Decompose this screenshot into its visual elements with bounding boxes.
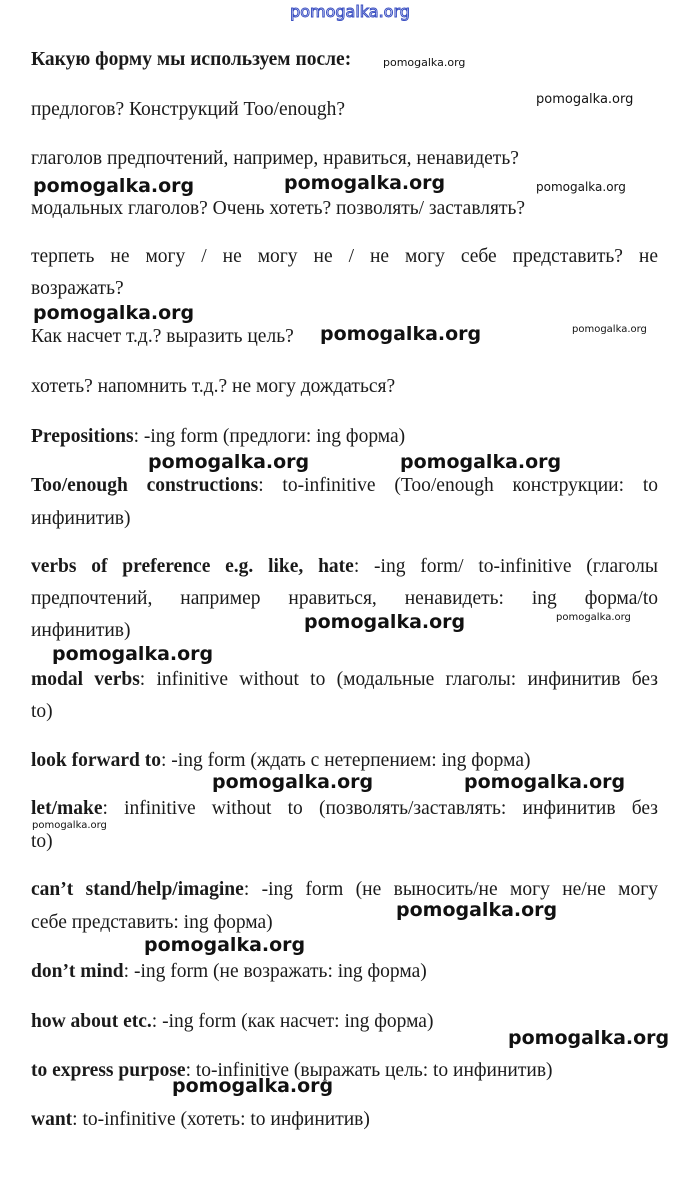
answer-how-about: how about etc.: -ing form (как насчет: ing форма): [31, 1011, 434, 1032]
answer-prepositions: Prepositions: -ing form (предлоги: ing форма): [31, 426, 406, 447]
watermark: pomogalka.org: [572, 324, 647, 335]
answer-express-purpose: to express purpose: to-infinitive (выражать цель: to инфинитив): [31, 1060, 553, 1081]
watermark: pomogalka.org: [148, 451, 310, 473]
header-watermark: pomogalka.org: [290, 2, 410, 21]
answer-look-forward: look forward to: -ing form (ждать с нетерпением: ing форма): [31, 750, 531, 771]
question-1: предлогов? Конструкций Too/enough?: [31, 99, 346, 120]
answer-preference-line-3: инфинитив): [31, 620, 131, 641]
watermark: pomogalka.org: [320, 323, 482, 345]
question-5: Как насчет т.д.? выразить цель?: [31, 326, 294, 347]
answer-let-make-line-2: to): [31, 831, 53, 852]
watermark: pomogalka.org: [464, 771, 626, 793]
questions-title: Какую форму мы используем после:: [31, 49, 352, 70]
watermark: pomogalka.org: [508, 1027, 670, 1049]
answer-cant-stand-line-1: can’t stand/help/imagine: -ing form (не выносить/не могу не/не могу: [31, 879, 658, 900]
watermark: pomogalka.org: [536, 180, 626, 194]
answer-preference-line-1: verbs of preference e.g. like, hate: -ing form/ to-infinitive (глаголы: [31, 556, 658, 577]
question-4-line-2: возражать?: [31, 278, 124, 299]
answer-want: want: to-infinitive (хотеть: to инфинитив): [31, 1109, 370, 1130]
watermark: pomogalka.org: [284, 172, 446, 194]
watermark: pomogalka.org: [33, 175, 195, 197]
watermark: pomogalka.org: [400, 451, 562, 473]
watermark: pomogalka.org: [172, 1075, 334, 1097]
answer-modal-line-2: to): [31, 701, 53, 722]
answer-cant-stand-line-2: себе представить: ing форма): [31, 912, 273, 933]
watermark: pomogalka.org: [304, 611, 466, 633]
question-4-line-1: терпеть не могу / не могу не / не могу себе представить? не: [31, 246, 658, 267]
answer-modal-line-1: modal verbs: infinitive without to (модальные глаголы: инфинитив без: [31, 669, 658, 690]
watermark: pomogalka.org: [33, 302, 195, 324]
answer-too-enough-line-2: инфинитив): [31, 508, 131, 529]
question-3: модальных глаголов? Очень хотеть? позволять/ заставлять?: [31, 198, 526, 219]
watermark: pomogalka.org: [383, 56, 466, 69]
watermark: pomogalka.org: [32, 820, 107, 831]
watermark: pomogalka.org: [396, 899, 558, 921]
answer-too-enough-line-1: Too/enough constructions: to-infinitive (Too/enough конструкции: to: [31, 475, 658, 496]
answer-preference-line-2: предпочтений, например нравиться, ненавидеть: ing форма/to: [31, 588, 658, 609]
question-6: хотеть? напомнить т.д.? не могу дождаться?: [31, 376, 396, 397]
watermark: pomogalka.org: [212, 771, 374, 793]
answer-let-make-line-1: let/make: infinitive without to (позволять/заставлять: инфинитив без: [31, 798, 658, 819]
watermark: pomogalka.org: [556, 612, 631, 623]
watermark: pomogalka.org: [144, 934, 306, 956]
watermark: pomogalka.org: [536, 92, 634, 107]
answer-dont-mind: don’t mind: -ing form (не возражать: ing форма): [31, 961, 427, 982]
question-2: глаголов предпочтений, например, нравиться, ненавидеть?: [31, 148, 519, 169]
watermark: pomogalka.org: [52, 643, 214, 665]
